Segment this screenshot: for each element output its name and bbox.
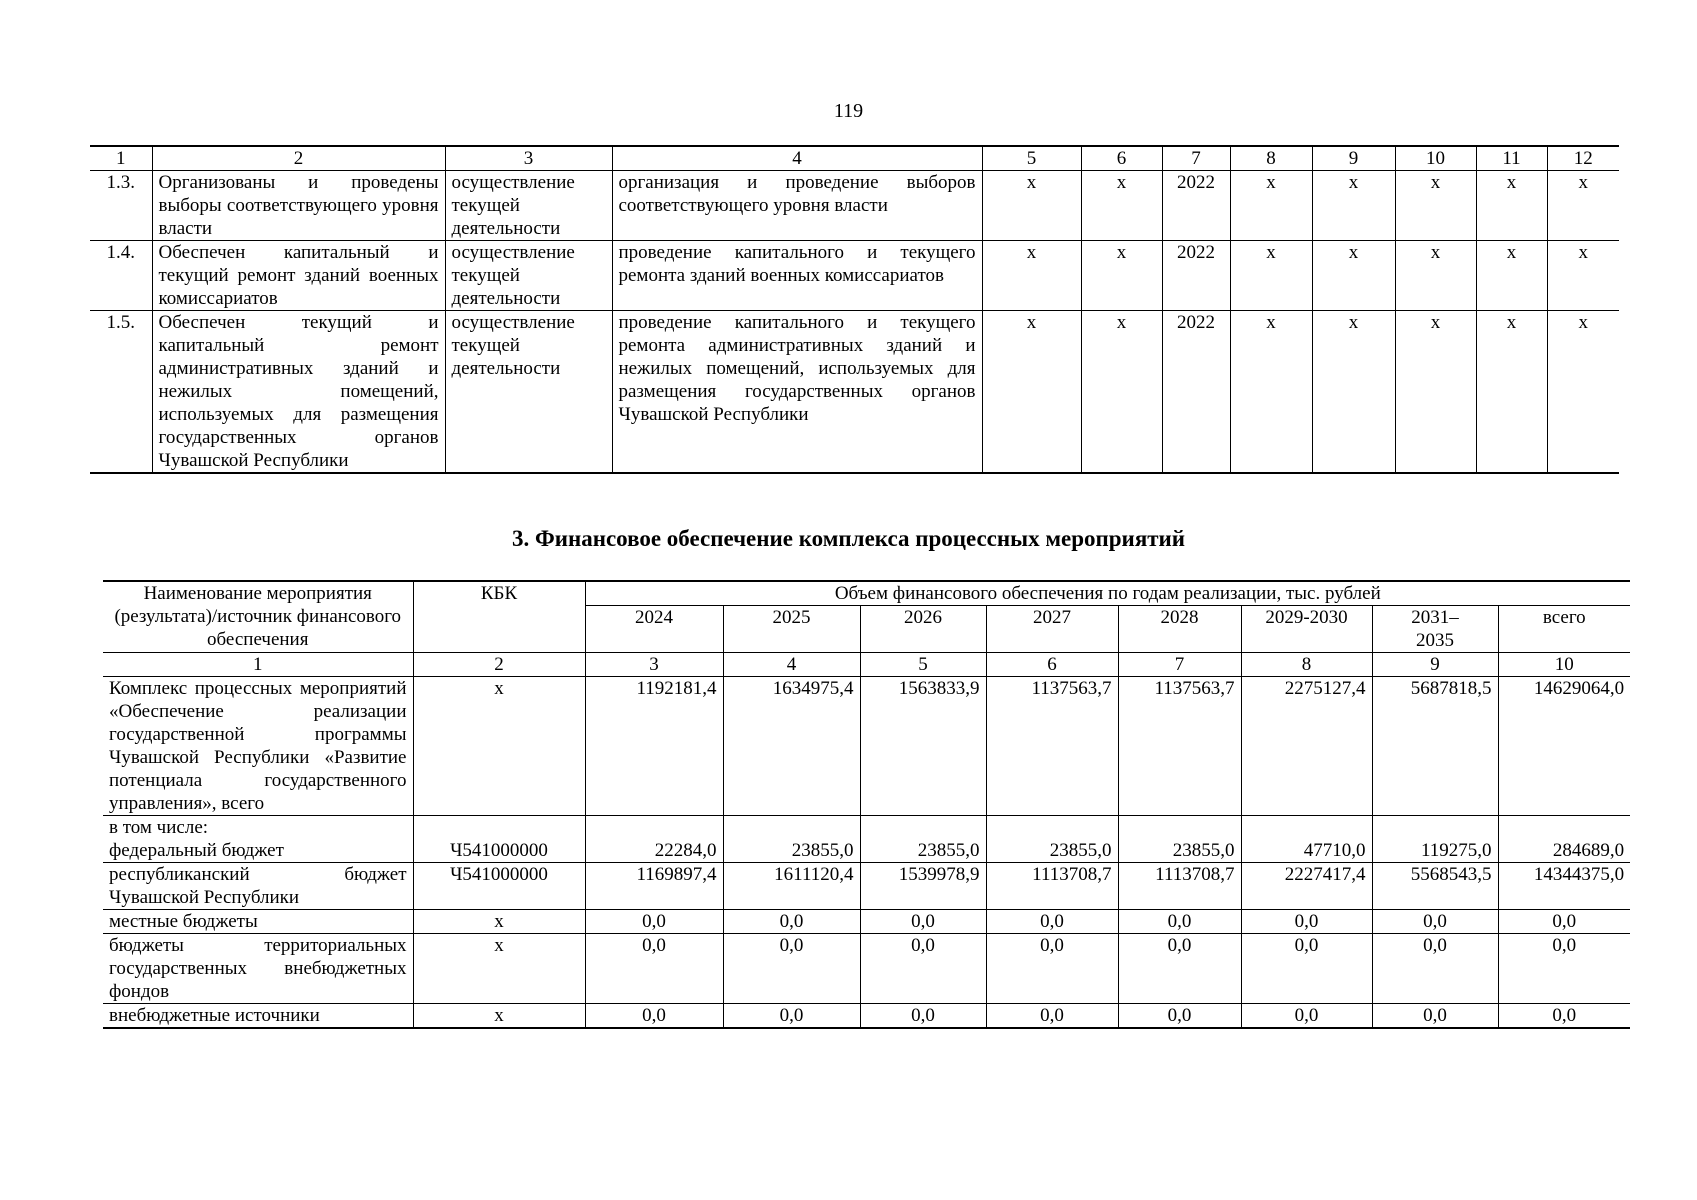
table-row xyxy=(103,934,1630,1004)
value-cell: 5568543,5 xyxy=(1372,863,1498,910)
value-cell: 1611120,4 xyxy=(723,863,860,910)
row-name: республиканский бюджет Чувашской Республики xyxy=(103,863,413,910)
header-cell: 9 xyxy=(1312,146,1395,171)
row-kbk: Ч541000000 xyxy=(413,863,585,910)
financing-header-row xyxy=(103,581,1630,606)
value-cell: 0,0 xyxy=(1118,910,1241,934)
row-name: внебюджетные источники xyxy=(103,1004,413,1029)
value-cell: 1169897,4 xyxy=(585,863,723,910)
value-cell: 0,0 xyxy=(986,1004,1118,1029)
main-row xyxy=(103,677,1630,816)
header-cell: 10 xyxy=(1395,146,1476,171)
value-cell: 1192181,4 xyxy=(585,677,723,816)
header-cell: 7 xyxy=(1162,146,1230,171)
value-cell: x xyxy=(1547,171,1619,241)
value-cell: 14629064,0 xyxy=(1498,677,1630,816)
value-cell: 0,0 xyxy=(860,910,986,934)
value-cell: 2275127,4 xyxy=(1241,677,1372,816)
value-cell: 1563833,9 xyxy=(860,677,986,816)
value-cell: 22284,0 xyxy=(585,839,723,863)
description-cell: проведение капитального и текущего ремонта зданий военных комиссариатов xyxy=(612,241,982,311)
table-row xyxy=(103,839,1630,863)
value-cell: 0,0 xyxy=(585,910,723,934)
events-table xyxy=(90,145,1619,474)
empty-cell xyxy=(986,816,1118,840)
value-cell: 2022 xyxy=(1162,241,1230,311)
value-cell: x xyxy=(1547,311,1619,474)
numbering-cell: 5 xyxy=(860,653,986,677)
result-cell: Организованы и проведены выборы соответствующего уровня власти xyxy=(152,171,445,241)
value-cell: x xyxy=(1547,241,1619,311)
row-name: федеральный бюджет xyxy=(103,839,413,863)
value-cell: 2022 xyxy=(1162,171,1230,241)
table-row xyxy=(103,1004,1630,1029)
year-header: 2029-2030 xyxy=(1241,606,1372,653)
including-label: в том числе: xyxy=(103,816,413,840)
result-cell: Обеспечен капитальный и текущий ремонт зданий военных комиссариатов xyxy=(152,241,445,311)
header-cell: 3 xyxy=(445,146,612,171)
header-cell: 12 xyxy=(1547,146,1619,171)
value-cell: 0,0 xyxy=(723,1004,860,1029)
events-table-header-row xyxy=(90,146,1619,171)
numbering-cell: 6 xyxy=(986,653,1118,677)
year-header: 2024 xyxy=(585,606,723,653)
numbering-cell: 9 xyxy=(1372,653,1498,677)
col-name-header: Наименование мероприятия (результата)/источник финансового обеспечения xyxy=(103,581,413,653)
value-cell: x xyxy=(1081,171,1162,241)
description-cell: проведение капитального и текущего ремонта административных зданий и нежилых помещений, используемых для размещения государственных органов Чувашской Республики xyxy=(612,311,982,474)
value-cell: x xyxy=(1230,311,1312,474)
value-cell: 0,0 xyxy=(1241,1004,1372,1029)
value-cell: x xyxy=(1312,311,1395,474)
value-cell: 47710,0 xyxy=(1241,839,1372,863)
value-cell: x xyxy=(982,311,1081,474)
value-cell: 1113708,7 xyxy=(1118,863,1241,910)
header-cell: 2 xyxy=(152,146,445,171)
value-cell: 284689,0 xyxy=(1498,839,1630,863)
year-header: 2027 xyxy=(986,606,1118,653)
value-cell: 0,0 xyxy=(1372,910,1498,934)
value-cell: 23855,0 xyxy=(1118,839,1241,863)
numbering-cell: 2 xyxy=(413,653,585,677)
value-cell: 0,0 xyxy=(1372,934,1498,1004)
value-cell: 1137563,7 xyxy=(1118,677,1241,816)
value-cell: 2227417,4 xyxy=(1241,863,1372,910)
row-kbk: x xyxy=(413,1004,585,1029)
empty-cell xyxy=(860,816,986,840)
col-kbk-header: КБК xyxy=(413,581,585,653)
value-cell: x xyxy=(1476,171,1547,241)
value-cell: 1634975,4 xyxy=(723,677,860,816)
value-cell: x xyxy=(1395,241,1476,311)
numbering-cell: 4 xyxy=(723,653,860,677)
value-cell: x xyxy=(982,241,1081,311)
value-cell: x xyxy=(1312,171,1395,241)
value-cell: x xyxy=(1230,171,1312,241)
table-row xyxy=(103,863,1630,910)
value-cell: 0,0 xyxy=(986,910,1118,934)
value-cell: 0,0 xyxy=(1241,934,1372,1004)
value-cell: 0,0 xyxy=(585,1004,723,1029)
empty-cell xyxy=(413,816,585,840)
empty-cell xyxy=(1118,816,1241,840)
row-name: местные бюджеты xyxy=(103,910,413,934)
table-row xyxy=(103,910,1630,934)
value-cell: 0,0 xyxy=(1241,910,1372,934)
type-cell: осуществление текущей деятельности xyxy=(445,311,612,474)
value-cell: 0,0 xyxy=(723,910,860,934)
empty-cell xyxy=(1241,816,1372,840)
table-row xyxy=(90,311,1619,474)
numbering-cell: 1 xyxy=(103,653,413,677)
value-cell: x xyxy=(1081,311,1162,474)
including-row xyxy=(103,816,1630,840)
value-cell: 1113708,7 xyxy=(986,863,1118,910)
row-number: 1.3. xyxy=(90,171,152,241)
section-title: 3. Финансовое обеспечение комплекса процессных мероприятий xyxy=(511,526,1186,551)
year-header: 2026 xyxy=(860,606,986,653)
value-cell: 0,0 xyxy=(1118,934,1241,1004)
year-header: 2031–2035 xyxy=(1372,606,1498,653)
financing-table xyxy=(103,580,1630,1029)
description-cell: организация и проведение выборов соответствующего уровня власти xyxy=(612,171,982,241)
value-cell: x xyxy=(1476,241,1547,311)
row-number: 1.4. xyxy=(90,241,152,311)
value-cell: 1137563,7 xyxy=(986,677,1118,816)
table-row xyxy=(90,241,1619,311)
value-cell: 0,0 xyxy=(1372,1004,1498,1029)
col-volume-header: Объем финансового обеспечения по годам реализации, тыс. рублей xyxy=(585,581,1630,606)
value-cell: x xyxy=(982,171,1081,241)
value-cell: 14344375,0 xyxy=(1498,863,1630,910)
value-cell: x xyxy=(1081,241,1162,311)
value-cell: 23855,0 xyxy=(986,839,1118,863)
empty-cell xyxy=(723,816,860,840)
header-cell: 11 xyxy=(1476,146,1547,171)
value-cell: 0,0 xyxy=(860,934,986,1004)
value-cell: x xyxy=(1395,311,1476,474)
value-cell: x xyxy=(1230,241,1312,311)
numbering-cell: 8 xyxy=(1241,653,1372,677)
value-cell: x xyxy=(1395,171,1476,241)
numbering-cell: 7 xyxy=(1118,653,1241,677)
row-kbk: x xyxy=(413,677,585,816)
value-cell: 23855,0 xyxy=(860,839,986,863)
year-header: 2028 xyxy=(1118,606,1241,653)
value-cell: x xyxy=(1312,241,1395,311)
value-cell: x xyxy=(1476,311,1547,474)
value-cell: 1539978,9 xyxy=(860,863,986,910)
row-name: Комплекс процессных мероприятий «Обеспечение реализации государственной программы Чувашской Республики «Развитие потенциала государственного управления», всего xyxy=(103,677,413,816)
header-cell: 4 xyxy=(612,146,982,171)
type-cell: осуществление текущей деятельности xyxy=(445,171,612,241)
value-cell: 0,0 xyxy=(860,1004,986,1029)
numbering-cell: 10 xyxy=(1498,653,1630,677)
header-cell: 8 xyxy=(1230,146,1312,171)
value-cell: 0,0 xyxy=(1498,1004,1630,1029)
value-cell: 0,0 xyxy=(1498,934,1630,1004)
value-cell: 2022 xyxy=(1162,311,1230,474)
value-cell: 119275,0 xyxy=(1372,839,1498,863)
value-cell: 0,0 xyxy=(723,934,860,1004)
header-cell: 1 xyxy=(90,146,152,171)
header-cell: 5 xyxy=(982,146,1081,171)
financing-numbering-row xyxy=(103,653,1630,677)
row-kbk: Ч541000000 xyxy=(413,839,585,863)
value-cell: 23855,0 xyxy=(723,839,860,863)
row-kbk: x xyxy=(413,910,585,934)
page-number: 119 xyxy=(833,100,864,122)
table-row xyxy=(90,171,1619,241)
empty-cell xyxy=(585,816,723,840)
numbering-cell: 3 xyxy=(585,653,723,677)
result-cell: Обеспечен текущий и капитальный ремонт административных зданий и нежилых помещений, используемых для размещения государственных органов Чувашской Республики xyxy=(152,311,445,474)
row-name: бюджеты территориальных государственных внебюджетных фондов xyxy=(103,934,413,1004)
value-cell: 0,0 xyxy=(1118,1004,1241,1029)
value-cell: 0,0 xyxy=(1498,910,1630,934)
value-cell: 0,0 xyxy=(585,934,723,1004)
row-kbk: x xyxy=(413,934,585,1004)
row-number: 1.5. xyxy=(90,311,152,474)
empty-cell xyxy=(1498,816,1630,840)
header-cell: 6 xyxy=(1081,146,1162,171)
year-header: 2025 xyxy=(723,606,860,653)
type-cell: осуществление текущей деятельности xyxy=(445,241,612,311)
year-header: всего xyxy=(1498,606,1630,653)
value-cell: 5687818,5 xyxy=(1372,677,1498,816)
empty-cell xyxy=(1372,816,1498,840)
value-cell: 0,0 xyxy=(986,934,1118,1004)
